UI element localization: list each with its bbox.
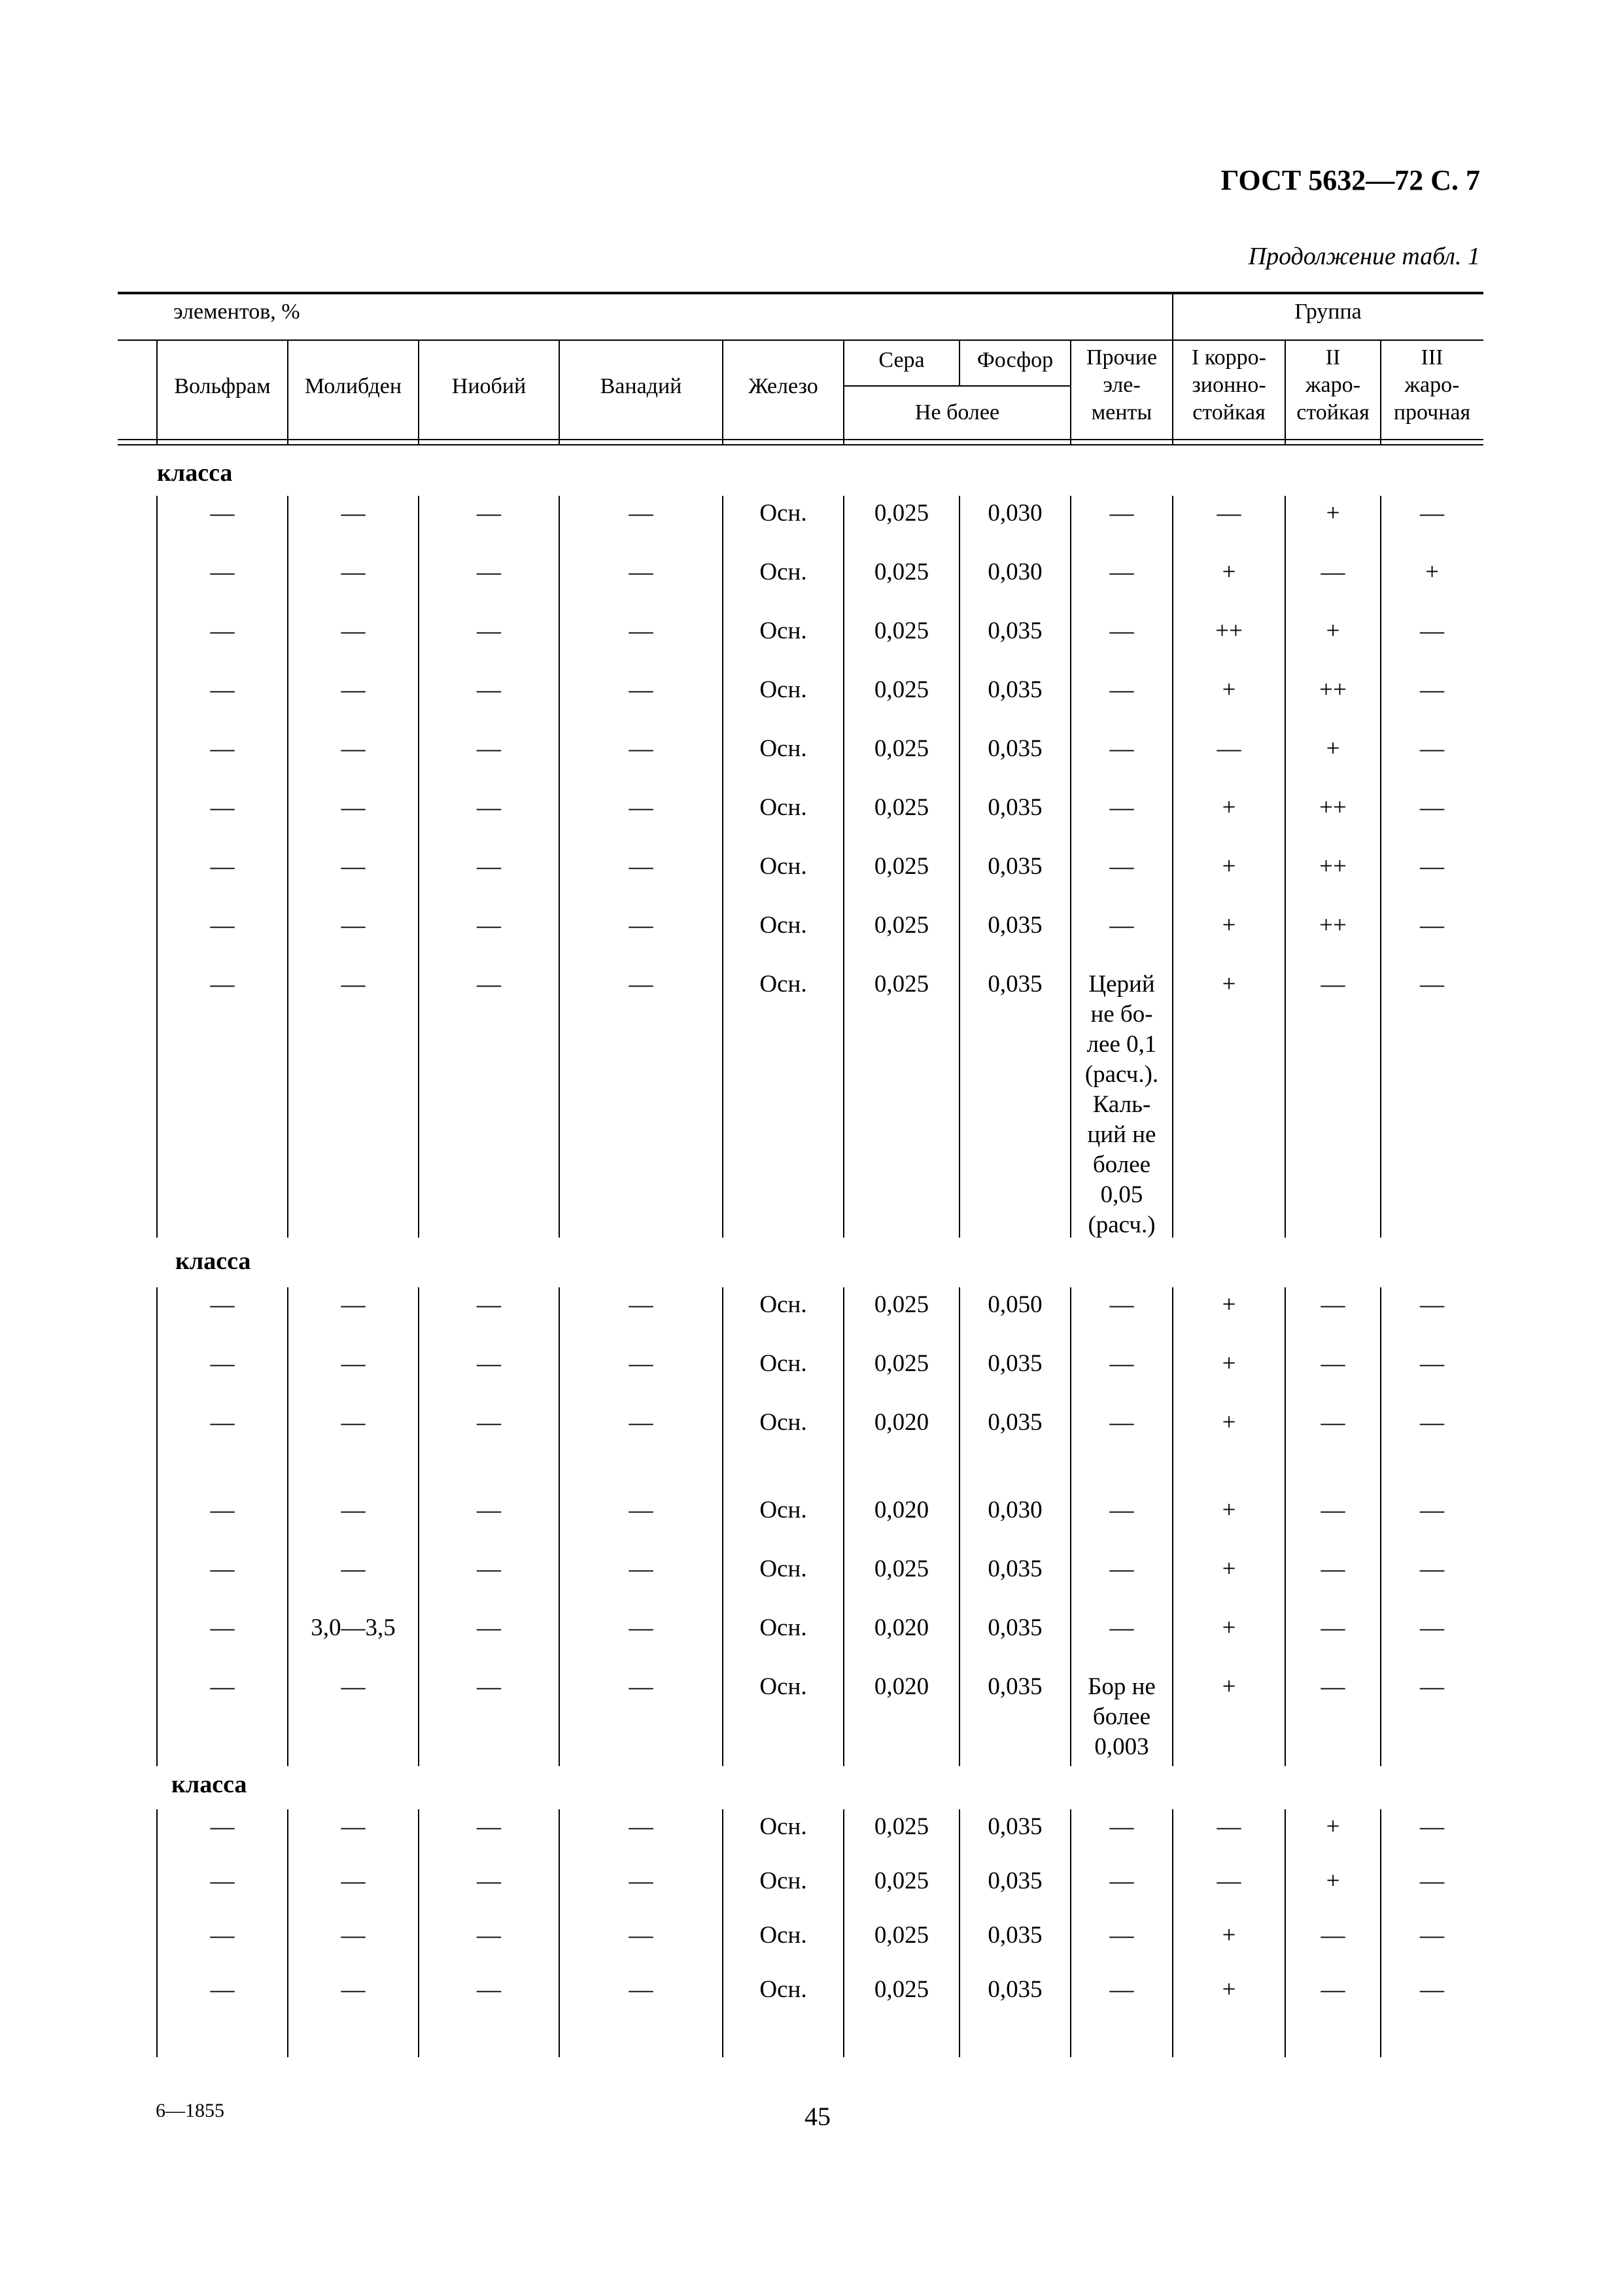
table-cell: + — [1425, 559, 1439, 585]
table-cell: — — [210, 971, 235, 998]
table-cell: — — [629, 1556, 653, 1582]
header-group-1-line: стойкая — [1192, 400, 1266, 425]
table-cell: 0,020 — [874, 1673, 929, 1700]
table-cell: 0,035 — [988, 1673, 1043, 1700]
table-cell: — — [1109, 617, 1134, 644]
table-cell: + — [1222, 676, 1236, 703]
header-group-2-line: стойкая — [1296, 400, 1370, 425]
table-cell: — — [629, 1497, 653, 1523]
table-cell: 0,035 — [988, 1976, 1043, 2003]
table-cell: — — [341, 1291, 366, 1318]
table-cell: 0,025 — [874, 1868, 929, 1894]
table-cell: 0,025 — [874, 617, 929, 644]
table-cell: + — [1326, 1813, 1340, 1840]
page-number: 45 — [804, 2102, 831, 2131]
table-cell: — — [341, 676, 366, 703]
header-phosphorus: Фосфор — [976, 348, 1054, 372]
table-cell: — — [341, 794, 366, 821]
table-cell: — — [210, 617, 235, 644]
table-cell: + — [1222, 912, 1236, 939]
table-cell: — — [1109, 1922, 1134, 1949]
table-cell: — — [477, 1291, 501, 1318]
cell-line: более — [1092, 1151, 1151, 1178]
table-cell: Осн. — [759, 1497, 807, 1523]
table-cell: 0,025 — [874, 1813, 929, 1840]
table-cell: — — [1109, 1497, 1134, 1523]
table-cell: — — [477, 559, 501, 585]
table-cell: — — [629, 559, 653, 585]
table-cell: Осн. — [759, 676, 807, 703]
table-cell: + — [1222, 1673, 1236, 1700]
table-cell: — — [341, 1409, 366, 1436]
section-label: класса — [175, 1247, 251, 1275]
table-cell: + — [1222, 1976, 1236, 2003]
table-cell: — — [210, 1868, 235, 1894]
table-cell: — — [210, 1813, 235, 1840]
header-group-3-line: прочная — [1393, 400, 1471, 425]
table-cell: + — [1222, 794, 1236, 821]
table-cell: — — [477, 1673, 501, 1700]
header-other-elements-line: менты — [1091, 400, 1152, 425]
table-cell: — — [1420, 1922, 1444, 1949]
table-cell: — — [1109, 676, 1134, 703]
table-cell: — — [341, 500, 366, 527]
table-cell: 0,025 — [874, 1556, 929, 1582]
table-cell: 0,025 — [874, 1976, 929, 2003]
table-cell: — — [1109, 1409, 1134, 1436]
header-molybdenum: Молибден — [304, 374, 402, 398]
table-cell: Осн. — [759, 1976, 807, 2003]
cell-line: 0,003 — [1094, 1733, 1149, 1760]
table-cell: + — [1222, 1409, 1236, 1436]
table-cell: — — [210, 794, 235, 821]
table-cell: + — [1222, 1614, 1236, 1641]
table-cell: — — [210, 853, 235, 880]
table-cell: 0,025 — [874, 971, 929, 998]
table-cell: ++ — [1215, 617, 1243, 644]
table-cell: Осн. — [759, 1556, 807, 1582]
table-cell: — — [629, 1291, 653, 1318]
table-cell: + — [1326, 500, 1340, 527]
header-elements-caption: элементов, % — [173, 300, 300, 324]
table-cell: — — [1420, 1409, 1444, 1436]
table-cell: 0,035 — [988, 617, 1043, 644]
table-cell: 0,025 — [874, 1350, 929, 1377]
table-cell: — — [1109, 500, 1134, 527]
cell-line: Церий — [1088, 971, 1155, 998]
table-cell: 0,025 — [874, 853, 929, 880]
table-cell: — — [1321, 1556, 1345, 1582]
table-cell: — — [477, 1922, 501, 1949]
table-cell: — — [341, 1350, 366, 1377]
table-cell: 0,035 — [988, 1922, 1043, 1949]
table-cell: — — [341, 1922, 366, 1949]
table-cell: — — [629, 794, 653, 821]
table-cell: — — [1321, 1614, 1345, 1641]
table-cell: ++ — [1319, 853, 1347, 880]
header-sulfur: Сера — [878, 348, 925, 372]
table-cell: — — [629, 1350, 653, 1377]
table-cell: — — [210, 1497, 235, 1523]
table-cell: — — [341, 735, 366, 762]
cell-line: более — [1092, 1703, 1151, 1730]
cell-line: 0,05 — [1100, 1181, 1143, 1208]
table-cell: — — [1321, 1350, 1345, 1377]
table-cell: 0,050 — [988, 1291, 1043, 1318]
table-cell: — — [341, 853, 366, 880]
table-cell: — — [1321, 1922, 1345, 1949]
table-cell: + — [1326, 735, 1340, 762]
table-cell: — — [477, 1976, 501, 2003]
table-cell: — — [1420, 912, 1444, 939]
table-cell: — — [629, 853, 653, 880]
table-cell: — — [1420, 1976, 1444, 2003]
cell-line: (расч.). — [1084, 1061, 1159, 1088]
table-cell: 0,025 — [874, 912, 929, 939]
table-cell: — — [1420, 1556, 1444, 1582]
cell-line: Бор не — [1088, 1673, 1156, 1700]
table-cell: — — [1420, 500, 1444, 527]
header-other-elements — [1071, 344, 1173, 426]
header-group-2 — [1285, 344, 1381, 426]
table-cell: — — [1109, 1813, 1134, 1840]
table-cell: — — [1321, 1291, 1345, 1318]
table-cell: — — [477, 676, 501, 703]
table-cell: 0,025 — [874, 735, 929, 762]
header-group-3-line: жаро- — [1404, 373, 1460, 397]
table-cell: — — [1321, 1497, 1345, 1523]
table-cell: 0,035 — [988, 971, 1043, 998]
table-cell: — — [341, 1556, 366, 1582]
table-cell: 0,035 — [988, 1409, 1043, 1436]
table-cell: — — [629, 500, 653, 527]
table-cell: 0,025 — [874, 1291, 929, 1318]
table-cell: — — [1321, 1976, 1345, 2003]
table-cell: — — [1420, 1350, 1444, 1377]
table-cell: — — [1420, 676, 1444, 703]
table-cell: — — [1420, 794, 1444, 821]
table-cell: — — [1109, 735, 1134, 762]
table-cell: — — [1420, 1673, 1444, 1700]
section-label: класса — [157, 459, 233, 487]
cell-line: (расч.) — [1088, 1211, 1156, 1238]
table-cell: 3,0—3,5 — [311, 1614, 396, 1641]
table-cell: — — [1420, 853, 1444, 880]
table-cell: Осн. — [759, 853, 807, 880]
table-continuation-note: Продолжение табл. 1 — [1248, 243, 1480, 270]
table-cell: — — [341, 1976, 366, 2003]
table-cell: 0,035 — [988, 1813, 1043, 1840]
table-cell: — — [341, 559, 366, 585]
table-cell: — — [477, 617, 501, 644]
table-cell: — — [477, 1614, 501, 1641]
table-cell: 0,035 — [988, 1350, 1043, 1377]
table-cell: Осн. — [759, 500, 807, 527]
header-other-elements-line: эле- — [1103, 373, 1141, 397]
table-cell: — — [210, 559, 235, 585]
table-cell: — — [1109, 1868, 1134, 1894]
table-cell: Осн. — [759, 794, 807, 821]
header-iron: Железо — [748, 374, 818, 398]
table-cell: 0,030 — [988, 500, 1043, 527]
table-cell: — — [629, 676, 653, 703]
table-cell: 0,025 — [874, 559, 929, 585]
table-cell: Осн. — [759, 617, 807, 644]
table-cell: — — [477, 1868, 501, 1894]
table-cell: — — [629, 617, 653, 644]
header-tungsten: Вольфрам — [174, 374, 271, 398]
table-cell: — — [341, 971, 366, 998]
table-cell: 0,030 — [988, 1497, 1043, 1523]
table-cell: — — [341, 1813, 366, 1840]
table-cell: — — [210, 1614, 235, 1641]
header-group-2-line: II — [1325, 345, 1341, 370]
table-cell: + — [1222, 971, 1236, 998]
table-cell: + — [1222, 853, 1236, 880]
table-cell — [1071, 969, 1173, 1240]
table-cell: 0,025 — [874, 794, 929, 821]
header-group-3-line: III — [1421, 345, 1443, 370]
table-cell: 0,035 — [988, 676, 1043, 703]
table-cell: — — [341, 1497, 366, 1523]
table-cell: 0,025 — [874, 500, 929, 527]
table-cell: 0,035 — [988, 1556, 1043, 1582]
table-cell: — — [1321, 1673, 1345, 1700]
table-cell: — — [341, 912, 366, 939]
table-cell: Осн. — [759, 1291, 807, 1318]
table-cell: — — [477, 735, 501, 762]
table-cell: Осн. — [759, 971, 807, 998]
table-cell: 0,035 — [988, 1868, 1043, 1894]
table-cell: — — [1217, 1868, 1241, 1894]
table-cell: — — [341, 617, 366, 644]
table-cell: — — [1109, 853, 1134, 880]
table-cell: — — [210, 1556, 235, 1582]
table-cell: Осн. — [759, 1409, 807, 1436]
table-cell: — — [1217, 1813, 1241, 1840]
table-cell: — — [477, 912, 501, 939]
table-cell: — — [477, 1350, 501, 1377]
table-cell: — — [477, 853, 501, 880]
table-cell: — — [1109, 559, 1134, 585]
table-cell: — — [477, 500, 501, 527]
header-vanadium: Ванадий — [600, 374, 682, 398]
table-cell: 0,035 — [988, 735, 1043, 762]
table-cell: 0,035 — [988, 853, 1043, 880]
table-cell: — — [1109, 1556, 1134, 1582]
header-not-more: Не более — [914, 400, 1000, 425]
table-cell: — — [1420, 1813, 1444, 1840]
table-cell: Осн. — [759, 1813, 807, 1840]
table-cell: — — [629, 1673, 653, 1700]
table-cell: — — [629, 1868, 653, 1894]
table-cell: Осн. — [759, 559, 807, 585]
table-cell: — — [1420, 617, 1444, 644]
table-cell: 0,020 — [874, 1614, 929, 1641]
table-cell: + — [1222, 1556, 1236, 1582]
table-cell: 0,020 — [874, 1497, 929, 1523]
header-group-1-line: I корро- — [1192, 345, 1266, 370]
cell-line: лее 0,1 — [1086, 1031, 1157, 1058]
table-cell: Осн. — [759, 1868, 807, 1894]
table-cell: — — [477, 1556, 501, 1582]
header-other-elements-line: Прочие — [1086, 345, 1158, 370]
cell-line: не бо- — [1090, 1001, 1153, 1028]
table-cell: Осн. — [759, 1922, 807, 1949]
table-cell: — — [477, 794, 501, 821]
table-cell: ++ — [1319, 794, 1347, 821]
table-cell: — — [477, 1497, 501, 1523]
table-cell: — — [1420, 1291, 1444, 1318]
table-cell: 0,035 — [988, 794, 1043, 821]
table-cell: — — [210, 1350, 235, 1377]
table-cell: — — [210, 1976, 235, 2003]
table-cell: 0,020 — [874, 1409, 929, 1436]
table-cell: — — [1217, 735, 1241, 762]
cell-line: ций не — [1087, 1121, 1156, 1148]
table-cell: — — [210, 735, 235, 762]
table-cell: — — [341, 1673, 366, 1700]
footer-order-code: 6—1855 — [156, 2100, 224, 2121]
document-title: ГОСТ 5632—72 С. 7 — [1220, 164, 1480, 196]
table-cell: ++ — [1319, 676, 1347, 703]
table-cell: — — [1217, 500, 1241, 527]
table-cell: Осн. — [759, 735, 807, 762]
header-group-2-line: жаро- — [1305, 373, 1360, 397]
table-cell: — — [629, 1409, 653, 1436]
table-cell: + — [1326, 617, 1340, 644]
table-cell: 0,035 — [988, 912, 1043, 939]
table-cell: — — [629, 1922, 653, 1949]
table-cell: — — [210, 1291, 235, 1318]
table-cell: + — [1222, 1350, 1236, 1377]
table-cell: — — [629, 1813, 653, 1840]
table-cell: 0,030 — [988, 559, 1043, 585]
table-cell: — — [1321, 971, 1345, 998]
header-niobium: Ниобий — [451, 374, 527, 398]
table-cell: — — [1420, 735, 1444, 762]
table-cell: Осн. — [759, 1350, 807, 1377]
table-cell: 0,025 — [874, 1922, 929, 1949]
table-cell: Осн. — [759, 1673, 807, 1700]
table-cell: ++ — [1319, 912, 1347, 939]
table-cell: — — [1109, 912, 1134, 939]
section-label: класса — [171, 1771, 247, 1798]
table-cell: 0,025 — [874, 676, 929, 703]
table-cell — [1071, 1672, 1173, 1762]
table-cell: — — [629, 971, 653, 998]
table-cell: — — [1420, 1868, 1444, 1894]
table-cell: — — [210, 676, 235, 703]
table-cell: 0,035 — [988, 1614, 1043, 1641]
header-group-1 — [1173, 344, 1285, 426]
table-cell: — — [1420, 1497, 1444, 1523]
table-cell: — — [210, 1409, 235, 1436]
table-cell: — — [629, 1976, 653, 2003]
table-cell: — — [1321, 1409, 1345, 1436]
table-cell: — — [1109, 1350, 1134, 1377]
table-cell: — — [210, 912, 235, 939]
table-cell: — — [629, 912, 653, 939]
table-cell: — — [1420, 971, 1444, 998]
table-cell: — — [629, 735, 653, 762]
table-cell: Осн. — [759, 912, 807, 939]
table-cell: + — [1222, 559, 1236, 585]
table-cell: — — [1109, 1976, 1134, 2003]
header-group-1-line: зионно- — [1192, 373, 1266, 397]
cell-line: Каль- — [1092, 1091, 1151, 1118]
table-cell: — — [477, 1813, 501, 1840]
table-cell: + — [1222, 1291, 1236, 1318]
table-cell: — — [210, 1922, 235, 1949]
table-cell: — — [629, 1614, 653, 1641]
table-cell: — — [1109, 794, 1134, 821]
table-cell: — — [477, 971, 501, 998]
header-group-caption: Группа — [1294, 300, 1362, 324]
table-cell: + — [1222, 1922, 1236, 1949]
table-cell: — — [1321, 559, 1345, 585]
table-cell: — — [1109, 1614, 1134, 1641]
table-cell: + — [1326, 1868, 1340, 1894]
table-cell: Осн. — [759, 1614, 807, 1641]
header-group-3 — [1381, 344, 1483, 426]
table-cell: — — [341, 1868, 366, 1894]
table-cell: — — [210, 1673, 235, 1700]
table-cell: + — [1222, 1497, 1236, 1523]
table-cell: — — [210, 500, 235, 527]
table-cell: — — [1420, 1614, 1444, 1641]
table-cell: — — [477, 1409, 501, 1436]
table-cell: — — [1109, 1291, 1134, 1318]
